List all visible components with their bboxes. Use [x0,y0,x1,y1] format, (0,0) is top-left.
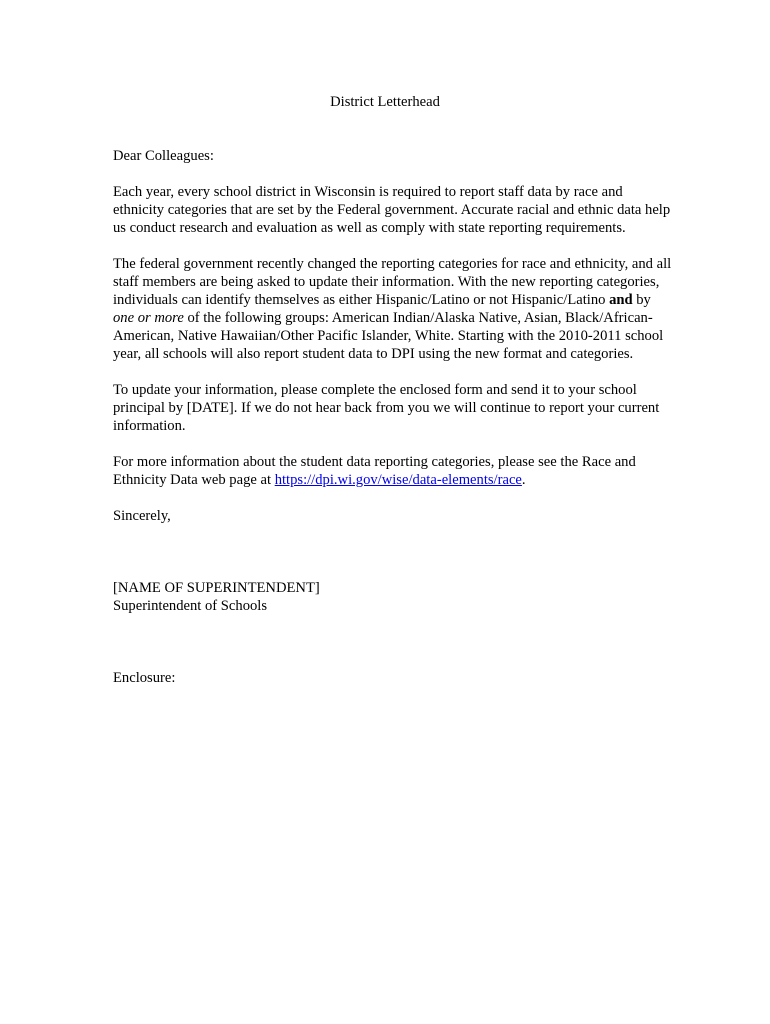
paragraph-categories-text-3: of the following groups: American Indian/Alaska Native, Asian, Black/African-American, Native Hawaiian/Other Pacific Islander, White. Starting with the 2010-2011 school year, all schools will also report student data to DPI using the new format and categories. [113,310,664,362]
paragraph-intro: Each year, every school district in Wisconsin is required to report staff data by race and ethnicity categories that are set by the Federal government. Accurate racial and ethnic data help us conduct research and evaluation as well as comply with state reporting requirements. [113,184,671,236]
enclosure-note: Enclosure: [113,670,176,686]
emphasis-and: and [609,292,633,308]
emphasis-one-or-more: one or more [113,310,184,326]
paragraph-more-info-end: . [521,472,526,488]
paragraph-categories [113,255,673,363]
signature-block [113,579,673,615]
letter-body [113,147,673,687]
paragraph-update-instructions: To update your information, please complete the enclosed form and send it to your school principal by [DATE]. If we do not hear back from you we will continue to report your current information. [113,382,660,434]
salutation: Dear Colleagues: [113,148,214,164]
letterhead: District Letterhead [330,94,440,110]
race-ethnicity-link[interactable]: https://dpi.wi.gov/wise/data-elements/race [274,472,522,488]
paragraph-categories-text-2: by [632,292,651,308]
signer-name: [NAME OF SUPERINTENDENT] [113,580,320,596]
paragraph-more-info-text: For more information about the student data reporting categories, please see the Race and Ethnicity Data web page at [113,454,636,488]
paragraph-more-info [113,453,673,489]
paragraph-categories-text-1: The federal government recently changed the reporting categories for race and ethnicity, and all staff members are being asked to update their information. With the new reporting categories, individuals can identify themselves as either Hispanic/Latino or not Hispanic/Latino [113,256,672,308]
closing: Sincerely, [113,508,171,524]
signer-title: Superintendent of Schools [113,598,268,614]
